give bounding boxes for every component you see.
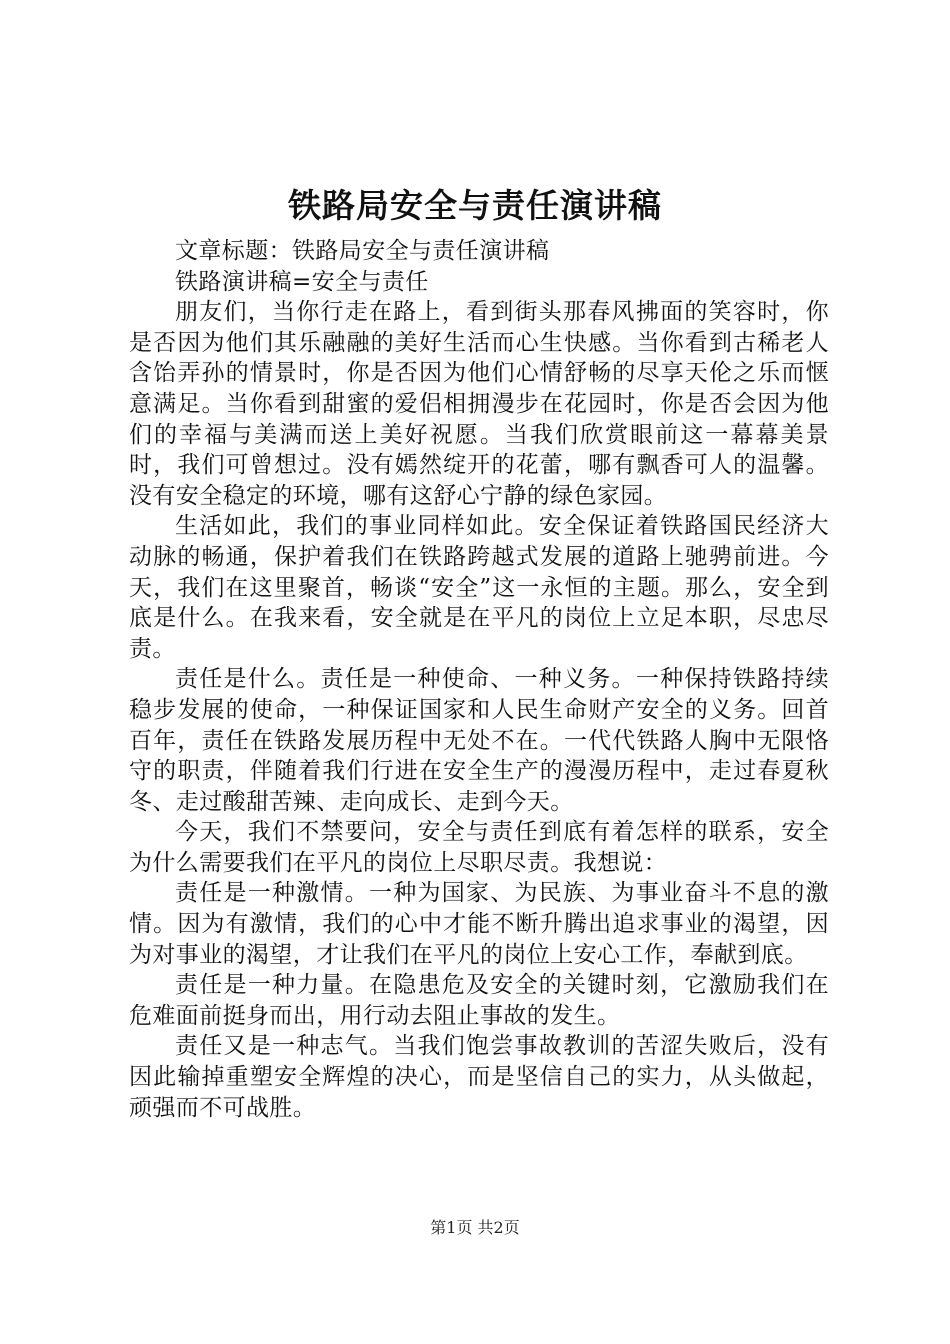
article-title-line: 文章标题：铁路局安全与责任演讲稿	[175, 238, 550, 264]
paragraph: 责任是什么。责任是一种使命、一种义务。一种保持铁路持续稳步发展的使命，一种保证国家和人民生命财产安全的义务。回首百年，责任在铁路发展历程中无处不在。一代代铁路人胸中无限恪守的职责，伴随着我们行进在安全生产的漫漫历程中，走过春夏秋冬、走过酸甜苦辣、走向成长、走到今天。	[129, 666, 829, 815]
subtitle-line: 铁路演讲稿=安全与责任	[175, 268, 429, 295]
page-number-footer: 第1页 共2页	[430, 1218, 520, 1237]
paragraph: 朋友们，当你行走在路上，看到街头那春风拂面的笑容时，你是否因为他们其乐融融的美好生活而心生快感。当你看到古稀老人含饴弄孙的情景时，你是否因为他们心情舒畅的尽享天伦之乐而惬意满足。当你看到甜蜜的爱侣相拥漫步在花园时，你是否会因为他们的幸福与美满而送上美好祝愿。当我们欣赏眼前这一幕幕美景时，我们可曾想过。没有嫣然绽开的花蕾，哪有飘香可人的温馨。没有安全稳定的环境，哪有这舒心宁静的绿色家园。	[129, 299, 829, 509]
paragraph: 生活如此，我们的事业同样如此。安全保证着铁路国民经济大动脉的畅通，保护着我们在铁路跨越式发展的道路上驰骋前进。今天，我们在这里聚首，畅谈“安全”这一永恒的主题。那么，安全到底是什么。在我来看，安全就是在平凡的岗位上立足本职，尽忠尽责。	[129, 513, 829, 662]
document-body	[129, 236, 829, 1123]
paragraph: 今天，我们不禁要问，安全与责任到底有着怎样的联系，安全为什么需要我们在平凡的岗位上尽职尽责。我想说：	[129, 819, 829, 876]
paragraph: 责任是一种力量。在隐患危及安全的关键时刻，它激励我们在危难面前挺身而出，用行动去阻止事故的发生。	[129, 972, 829, 1029]
document-title: 铁路局安全与责任演讲稿	[288, 186, 662, 225]
paragraph: 责任又是一种志气。当我们饱尝事故教训的苦涩失败后，没有因此输掉重塑安全辉煌的决心，而是坚信自己的实力，从头做起，顽强而不可战胜。	[129, 1033, 829, 1121]
paragraph: 责任是一种激情。一种为国家、为民族、为事业奋斗不息的激情。因为有激情，我们的心中才能不断升腾出追求事业的渴望，因为对事业的渴望，才让我们在平凡的岗位上安心工作，奉献到底。	[129, 880, 829, 968]
